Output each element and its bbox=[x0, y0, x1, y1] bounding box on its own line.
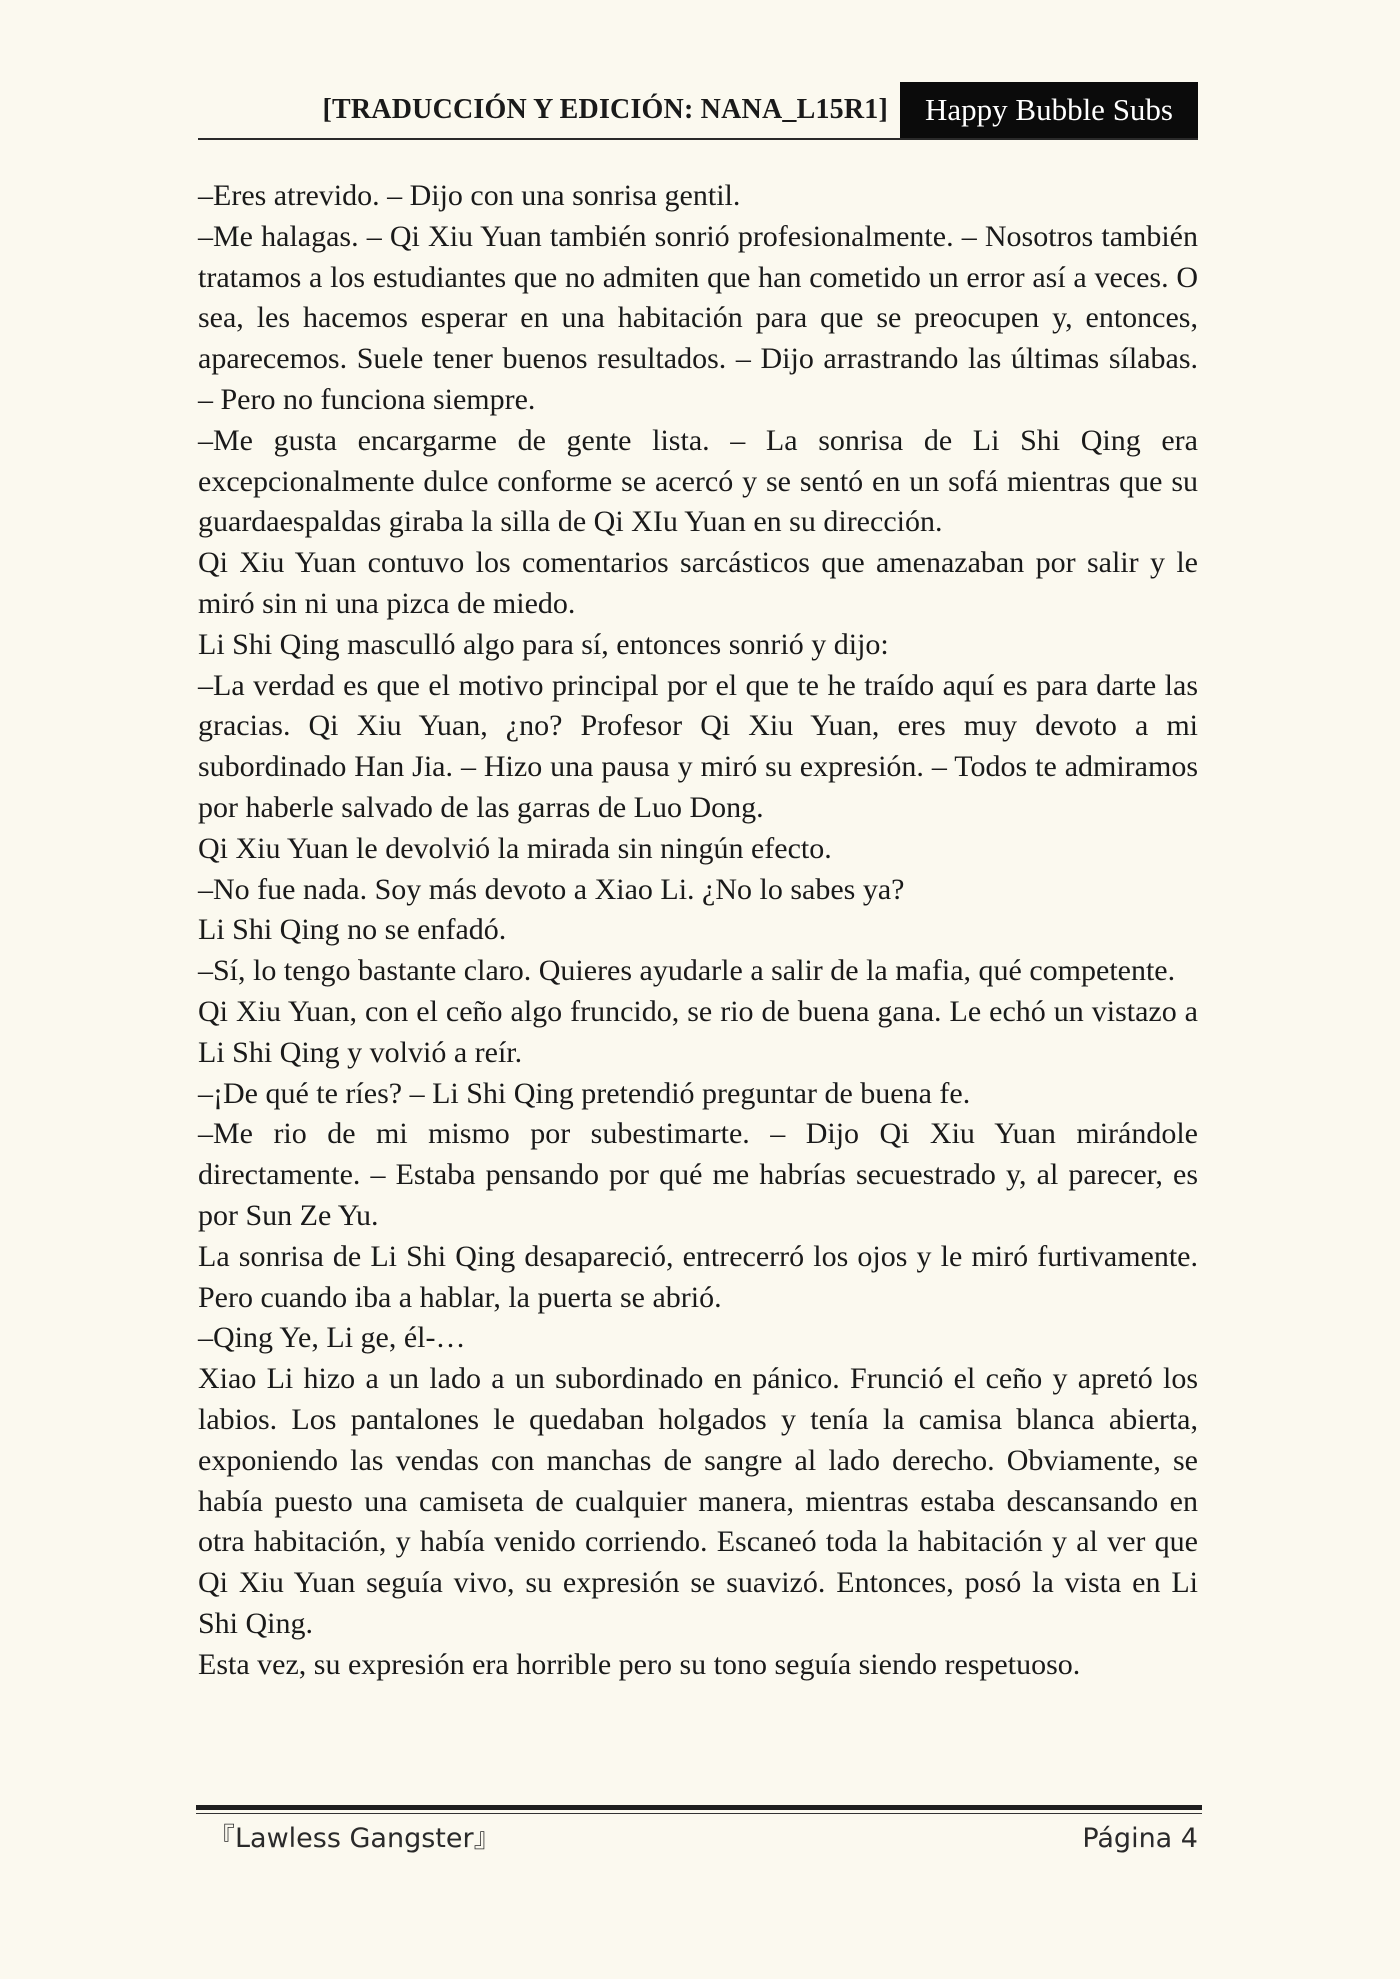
paragraph: –¡De qué te ríes? – Li Shi Qing pretendió preguntar de buena fe. bbox=[198, 1076, 971, 1110]
paragraph: –Eres atrevido. – Dijo con una sonrisa gentil. bbox=[198, 179, 741, 212]
page-header bbox=[198, 82, 1198, 140]
paragraph: Qi Xiu Yuan contuvo los comentarios sarcásticos que amenazaban por salir y le miró sin ni una pizca de miedo. bbox=[198, 546, 1198, 620]
paragraph: –Sí, lo tengo bastante claro. Quieres ayudarle a salir de la mafia, qué competente. bbox=[198, 954, 1176, 988]
paragraph: Qi Xiu Yuan, con el ceño algo fruncido, se rio de buena gana. Le echó un vistazo a Li Shi Qing y volvió a reír. bbox=[198, 994, 1198, 1069]
paragraph: –Me rio de mi mismo por subestimarte. – Dijo Qi Xiu Yuan mirándole directamente. – Estaba pensando por qué me habrías secuestrado y, al parecer, es por Sun Ze Yu. bbox=[198, 1117, 1198, 1232]
paragraph: Li Shi Qing no se enfadó. bbox=[198, 913, 507, 947]
paragraph: Esta vez, su expresión era horrible pero su tono seguía siendo respetuoso. bbox=[198, 1647, 1081, 1681]
paragraph: La sonrisa de Li Shi Qing desapareció, entrecerró los ojos y le miró furtivamente. Pero cuando iba a hablar, la puerta se abrió. bbox=[198, 1239, 1198, 1314]
paragraph: –Qing Ye, Li ge, él-… bbox=[198, 1321, 466, 1355]
subs-group-badge: Happy Bubble Subs bbox=[900, 82, 1198, 138]
paragraph: Qi Xiu Yuan le devolvió la mirada sin ningún efecto. bbox=[198, 831, 832, 865]
footer-divider-thin bbox=[196, 1813, 1202, 1814]
book-title: 『Lawless Gangster』 bbox=[208, 1823, 501, 1854]
paragraph: –La verdad es que el motivo principal por el que te he traído aquí es para darte las gracias. Qi Xiu Yuan, ¿no? Profesor Qi Xiu Yuan, eres muy devoto a mi subordinado Han Jia. – Hizo una pausa y miró su expresión. – Todos te admiramos por haberle salvado de las garras de Luo Dong. bbox=[198, 668, 1198, 824]
paragraph: Li Shi Qing masculló algo para sí, entonces sonrió y dijo: bbox=[198, 627, 889, 661]
paragraph: Xiao Li hizo a un lado a un subordinado en pánico. Frunció el ceño y apretó los labios. Los pantalones le quedaban holgados y tenía la camisa blanca abierta, exponiendo las vendas con manchas de sangre al lado derecho. Obviamente, se había puesto una camiseta de cualquier manera, mientras estaba descansando en otra habitación, y había venido corriendo. Escaneó toda la habitación y al ver que Qi Xiu Yuan seguía vivo, su expresión se suavizó. Entonces, posó la vista en Li Shi Qing. bbox=[198, 1362, 1198, 1640]
paragraph: –No fue nada. Soy más devoto a Xiao Li. ¿No lo sabes ya? bbox=[198, 872, 905, 906]
document-body bbox=[198, 176, 1198, 1685]
paragraph: –Me gusta encargarme de gente lista. – La sonrisa de Li Shi Qing era excepcionalmente dulce conforme se acercó y se sentó en un sofá mientras que su guardaespaldas giraba la silla de Qi XIu Yuan en su dirección. bbox=[198, 423, 1198, 539]
paragraph: –Me halagas. – Qi Xiu Yuan también sonrió profesionalmente. – Nosotros también tratamos a los estudiantes que no admiten que han cometido un error así a veces. O sea, les hacemos esperar en una habitación para que se preocupen y, entonces, aparecemos. Suele tener buenos resultados. – Dijo arrastrando las últimas sílabas. – Pero no funciona siempre. bbox=[198, 219, 1198, 416]
footer-divider bbox=[196, 1805, 1202, 1810]
page-number: Página 4 bbox=[1082, 1823, 1198, 1854]
translation-credit: [TRADUCCIÓN Y EDICIÓN: NANA_L15R1] bbox=[322, 94, 888, 125]
